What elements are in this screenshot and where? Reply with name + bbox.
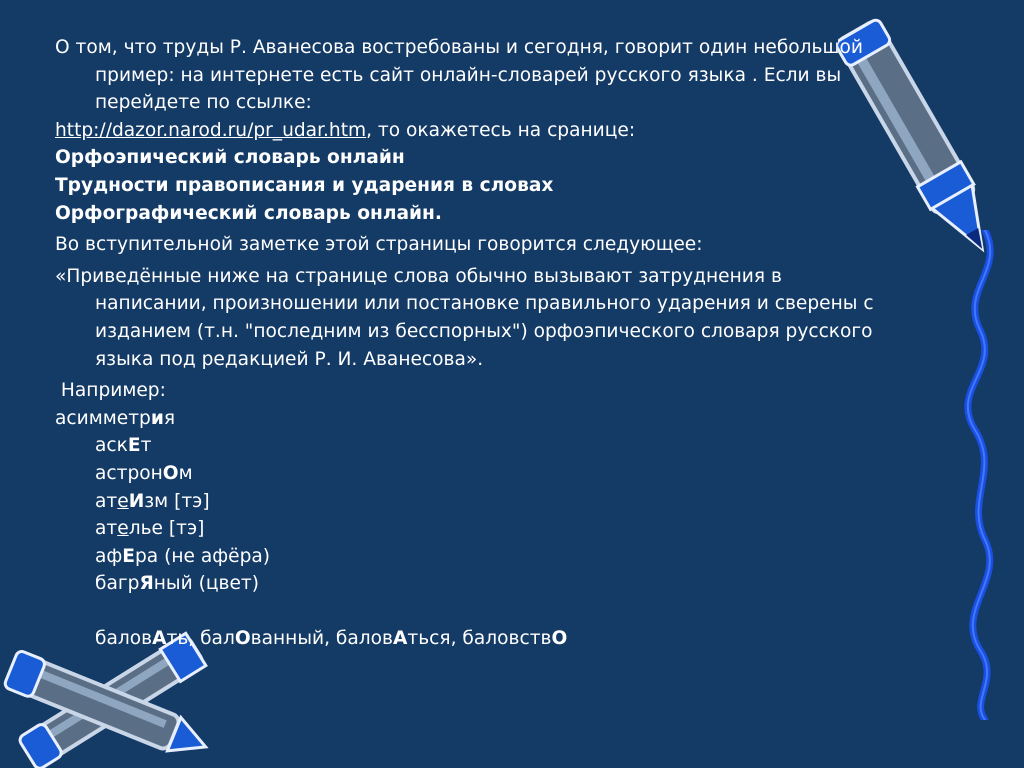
site-item-orthoepic: Орфоэпический словарь онлайн	[55, 147, 405, 169]
intro-after-link: , то окажетесь на сранице:	[366, 119, 636, 141]
word-item: атеИзм [тэ]	[95, 490, 210, 512]
example-label: Например:	[55, 380, 166, 402]
intro-paragraph	[55, 34, 885, 227]
word-item: багрЯный (цвет)	[95, 573, 259, 595]
word-item: афЕра (не афёра)	[95, 545, 271, 567]
site-item-difficulties: Трудности правописания и ударения в словах	[55, 174, 554, 196]
slide-text	[55, 34, 885, 652]
intro-note-paragraph: Во вступительной заметке этой страницы говорится следующее:	[55, 234, 703, 256]
word-item: астронОм	[95, 462, 193, 484]
intro-text: О том, что труды Р. Аванесова востребованы и сегодня, говорит один небольшой пример: на интернете есть сайт онлайн-словарей русского языка . Если вы перейдете по ссылке:	[55, 37, 863, 114]
word-item: ателье [тэ]	[95, 518, 205, 540]
word-list	[55, 405, 885, 653]
word-item: асимметрия	[55, 407, 176, 429]
site-item-orthographic: Орфографический словарь онлайн.	[55, 202, 442, 224]
quote-paragraph: «Приведённые ниже на странице слова обычно вызывают затруднения в написании, произношении или постановке правильного ударения и сверены с изданием (т.н. "последним из бесспорных") орфоэпического словаря русского языка под редакцией Р. И. Аванесова».	[55, 265, 874, 370]
word-item: баловАть, балОванный, баловАться, баловствО	[95, 627, 568, 649]
word-item: аскЕт	[95, 435, 152, 457]
wavy-line-icon	[930, 230, 1020, 720]
blank-line	[55, 598, 885, 625]
dictionary-link[interactable]: http://dazor.narod.ru/pr_udar.htm	[55, 119, 367, 141]
